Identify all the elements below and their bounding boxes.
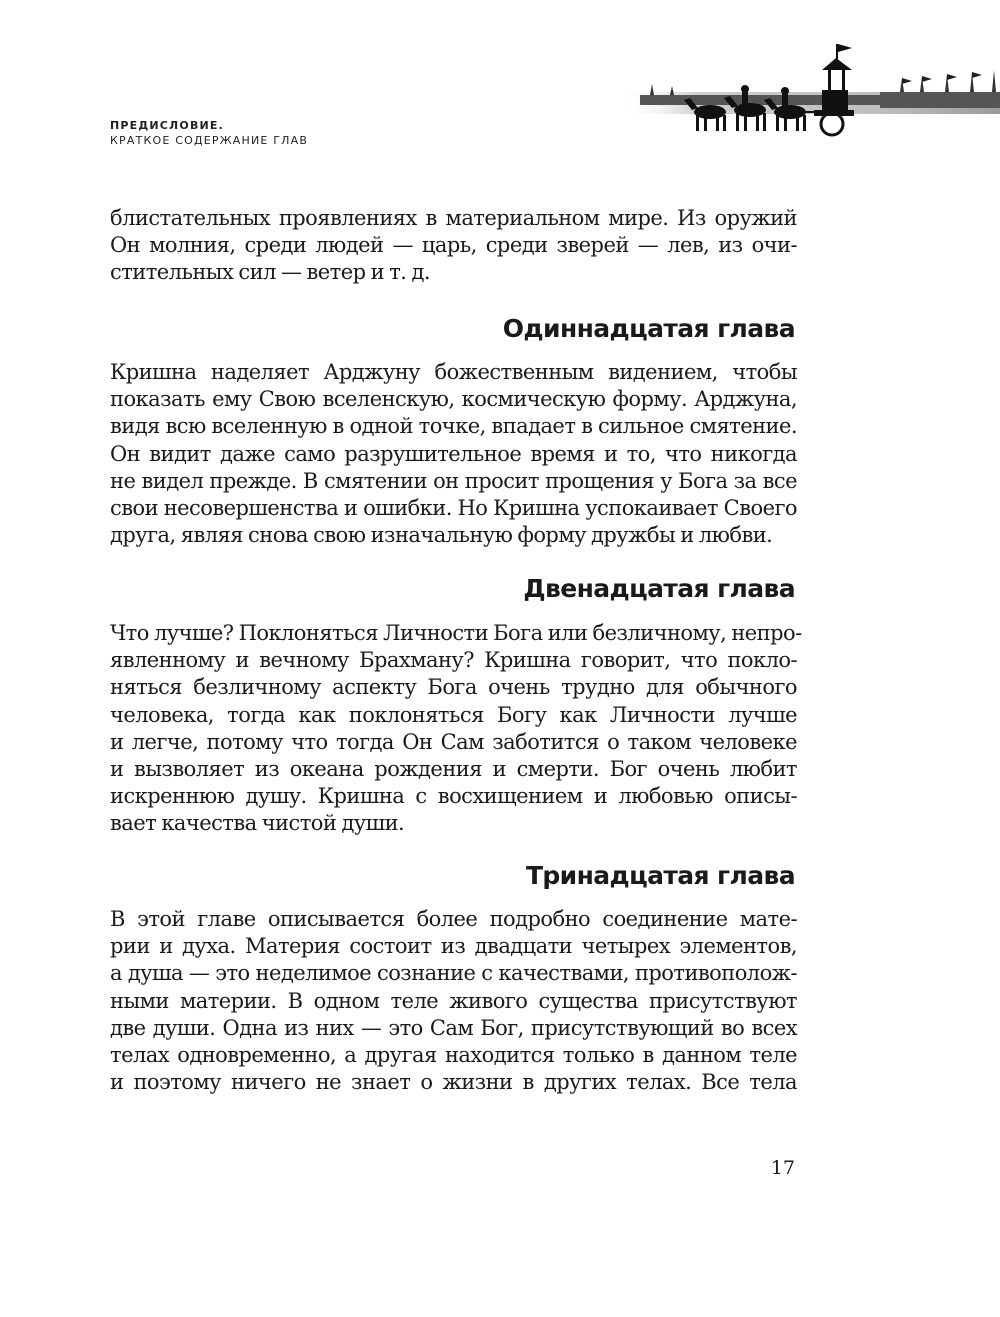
- text-line: няться безличному аспекту Бога очень трудно для обычного: [110, 675, 797, 700]
- text-line: а душа — это неделимое сознание с качествами, противополож-: [110, 961, 797, 986]
- section-paragraph-twelfth: [110, 620, 802, 838]
- text-line: телах одновременно, а другая находится только в данном теле: [110, 1043, 797, 1068]
- text-line: и вызволяет из океана рождения и смерти. Бог очень любит: [110, 757, 797, 782]
- text-line: человека, тогда как поклоняться Богу как Личности лучше: [110, 702, 797, 727]
- chariot-battle-silhouette-icon: [600, 40, 1000, 150]
- running-head: [110, 118, 308, 148]
- text-line: видя всю вселенную в одной точке, впадает в сильное смятение.: [110, 414, 797, 439]
- text-line: две души. Одна из них — это Сам Бог, присутствующий во всех: [110, 1015, 797, 1040]
- section-heading-eleventh: Одиннадцатая глава: [502, 314, 795, 343]
- page-number: 17: [770, 1157, 795, 1179]
- section-heading-thirteenth: Тринадцатая глава: [525, 861, 795, 890]
- section-paragraph-eleventh: [110, 359, 797, 549]
- text-line: Он видит даже само разрушительное время и то, что никогда: [110, 441, 797, 466]
- running-head-subtitle: КРАТКОЕ СОДЕРЖАНИЕ ГЛАВ: [110, 134, 309, 147]
- text-line: Он молния, среди людей — царь, среди зверей — лев, из очи-: [110, 233, 797, 258]
- text-line: показать ему Свою вселенскую, космическую форму. Арджуна,: [110, 387, 797, 412]
- text-line: В этой главе описывается более подробно соединение мате-: [110, 907, 797, 931]
- text-line: свои несовершенства и ошибки. Но Кришна успокаивает Своего: [110, 496, 797, 521]
- intro-paragraph: [110, 205, 797, 287]
- text-line: ными материи. В одном теле живого существа присутствуют: [110, 988, 797, 1013]
- section-heading-twelfth: Двенадцатая глава: [523, 574, 795, 603]
- text-line: друга, являя снова свою изначальную форму дружбы и любви.: [110, 523, 773, 548]
- text-line: блистательных проявлениях в материальном мире. Из оружий: [110, 206, 797, 230]
- text-line: Кришна наделяет Арджуну божественным видением, чтобы: [110, 360, 797, 384]
- text-line: стительных сил — ветер и т. д.: [110, 260, 431, 285]
- text-line: и поэтому ничего не знает о жизни в других телах. Все тела: [110, 1070, 797, 1095]
- text-line: рии и духа. Материя состоит из двадцати четырех элементов,: [110, 934, 797, 959]
- text-line: не видел прежде. В смятении он просит прощения у Бога за все: [110, 468, 797, 493]
- text-line: явленному и вечному Брахману? Кришна говорит, что покло-: [110, 648, 797, 673]
- section-paragraph-thirteenth: [110, 906, 797, 1096]
- running-head-title: ПРЕДИСЛОВИЕ.: [110, 119, 225, 132]
- text-line: и легче, потому что тогда Он Сам заботится о таком человеке: [110, 729, 797, 754]
- text-line: искреннюю душу. Кришна с восхищением и любовью описы-: [110, 784, 797, 809]
- text-line: Что лучше? Поклоняться Личности Бога или безличному, непро-: [110, 621, 802, 645]
- text-line: вает качества чистой души.: [110, 811, 405, 836]
